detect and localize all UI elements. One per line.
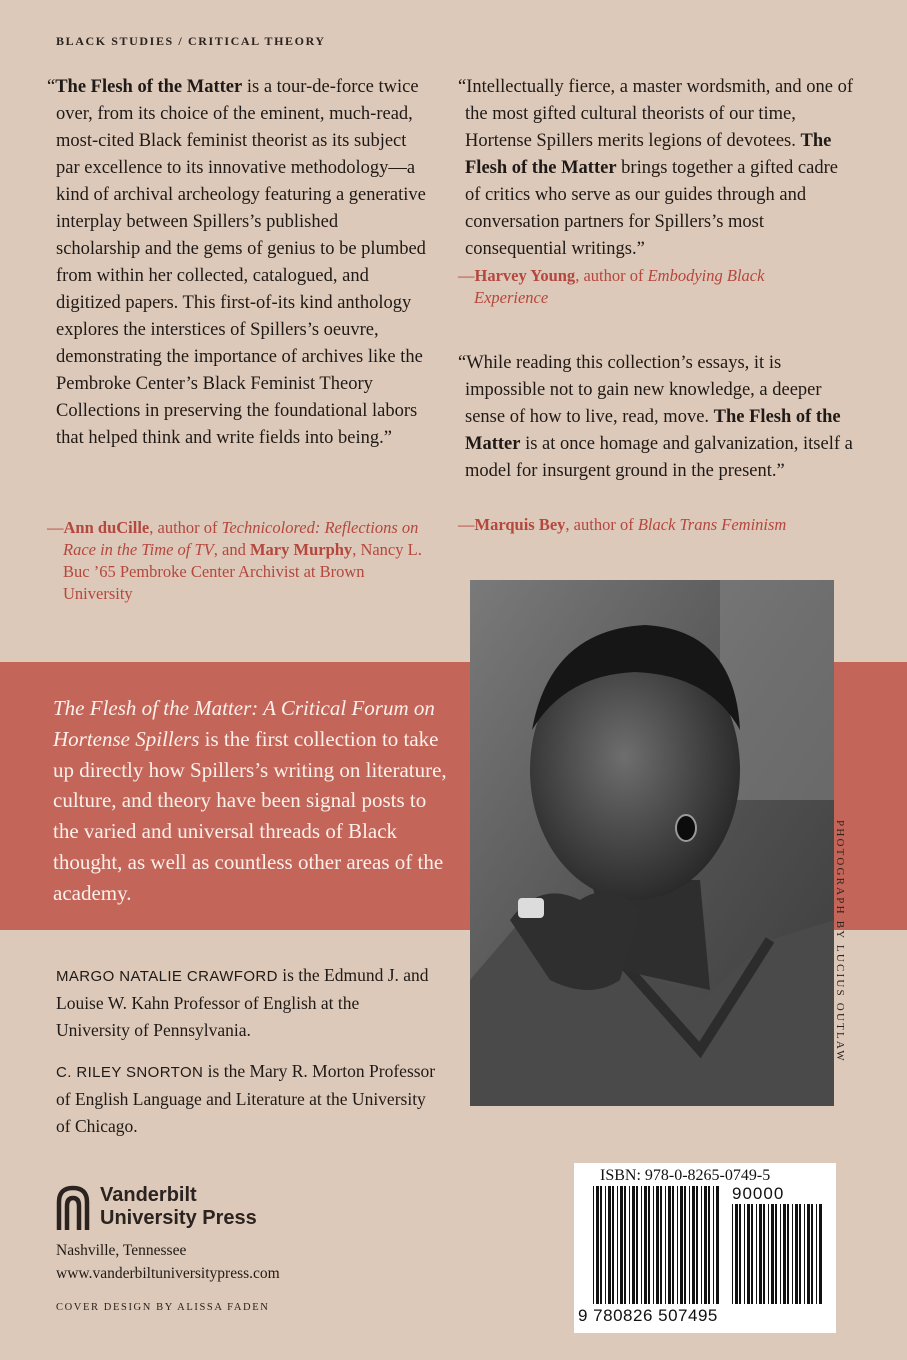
- category-label: BLACK STUDIES / CRITICAL THEORY: [56, 34, 326, 48]
- addon-barcode-icon: [732, 1204, 822, 1304]
- isbn-label: ISBN: 978-0-8265-0749-5: [600, 1167, 771, 1184]
- publisher-name-line1: Vanderbilt: [100, 1184, 197, 1206]
- cover-design-credit: COVER DESIGN BY ALISSA FADEN: [56, 1302, 270, 1313]
- blurb-bey: [458, 350, 855, 485]
- attr-text: , Nancy L. Buc ’65 Pembroke Center Archivist at Brown University: [63, 540, 422, 603]
- blurb-text: brings together a gifted cadre of critics who serve as our guides through and conversation partners for Spillers’s most consequential writings.”: [465, 158, 838, 259]
- blurb-attribution-young: [458, 265, 814, 309]
- dash: —: [458, 266, 475, 285]
- bio-text: is the Edmund J. and Louise W. Kahn Professor of English at the University of Pennsylvania.: [56, 965, 429, 1040]
- author-name: Mary Murphy: [249, 540, 353, 559]
- bio-text: is the Mary R. Morton Professor of English Language and Literature at the University of Chicago.: [56, 1061, 436, 1136]
- vanderbilt-logo-icon: [53, 1184, 93, 1232]
- blurb-text: is at once homage and galvanization, itself a model for insurgent ground in the present.”: [465, 434, 853, 481]
- author-book: Embodying Black Experience: [474, 266, 765, 307]
- attr-text: , author of: [565, 515, 638, 534]
- attr-text: , author of: [149, 518, 222, 537]
- author-book: Black Trans Feminism: [637, 515, 787, 534]
- author-name: Marquis Bey: [474, 515, 566, 534]
- book-title: The Flesh of the Matter: [465, 131, 832, 178]
- blurb-text: “Intellectually fierce, a master wordsmith, and one of the most gifted cultural theorists of our time, Hortense Spillers merits legions of devotees.: [458, 77, 854, 151]
- book-title: The Flesh of the Matter: [55, 77, 243, 97]
- publisher-website: www.vanderbiltuniversitypress.com: [56, 1265, 280, 1282]
- blurb-young: [458, 74, 855, 263]
- description-text: is the first collection to take up directly how Spillers’s writing on literature, culture, and theory have been signal posts to the varied and universal threads of Black thought, as well as countless other areas of the academy.: [53, 726, 447, 905]
- price-code: 90000: [732, 1184, 785, 1203]
- editor-name: C. RILEY SNORTON: [56, 1064, 204, 1081]
- attr-text: , author of: [575, 266, 648, 285]
- attr-text: , and: [213, 540, 250, 559]
- dash: —: [47, 518, 64, 537]
- author-name: Harvey Young: [474, 266, 576, 285]
- book-description: [53, 693, 453, 909]
- barcode-digits: 9 780826 507495: [578, 1306, 718, 1325]
- author-name: Ann duCille: [63, 518, 150, 537]
- portrait-image: [470, 580, 834, 1106]
- editor-name: MARGO NATALIE CRAWFORD: [56, 968, 278, 985]
- photo-credit: PHOTOGRAPH BY LUCIUS OUTLAW: [834, 820, 846, 1063]
- blurb-attribution-bey: [458, 514, 838, 536]
- blurb-ducille: [47, 74, 426, 452]
- publisher-name-line2: University Press: [100, 1207, 257, 1229]
- editor-bio-snorton: [56, 1058, 436, 1140]
- blurb-text: is a tour-de-force twice over, from its choice of the eminent, much-read, most-cited Black feminist theorist as its subject par excellence to its innovative methodology—a kind of archival archeology featuring a generative interplay between Spillers’s published scholarship and the gems of genius to be plumbed from within her collected, catalogued, and digitized papers. This first-of-its kind anthology explores the interstices of Spillers’s oeuvre, demonstrating the importance of archives like the Pembroke Center’s Black Feminist Theory Collections in preserving the foundational labors that helped think and write fields into being.”: [56, 77, 426, 448]
- ean-barcode-icon: [593, 1186, 721, 1304]
- editor-bio-crawford: [56, 962, 436, 1044]
- dash: —: [458, 515, 475, 534]
- book-title: The Flesh of the Matter: A Critical Forum on Hortense Spillers: [53, 696, 435, 751]
- publisher-city: Nashville, Tennessee: [56, 1242, 187, 1259]
- blurb-text: “While reading this collection’s essays, it is impossible not to gain new knowledge, a deeper sense of how to live, read, move.: [458, 353, 822, 427]
- book-title: The Flesh of the Matter: [465, 407, 841, 454]
- publisher-name: [100, 1184, 257, 1230]
- blurb-attribution-ducille: [47, 517, 423, 605]
- author-book: Technicolored: Reflections on Race in the Time of TV: [63, 518, 419, 559]
- author-photo: [470, 580, 834, 1106]
- open-quote: “: [47, 77, 56, 97]
